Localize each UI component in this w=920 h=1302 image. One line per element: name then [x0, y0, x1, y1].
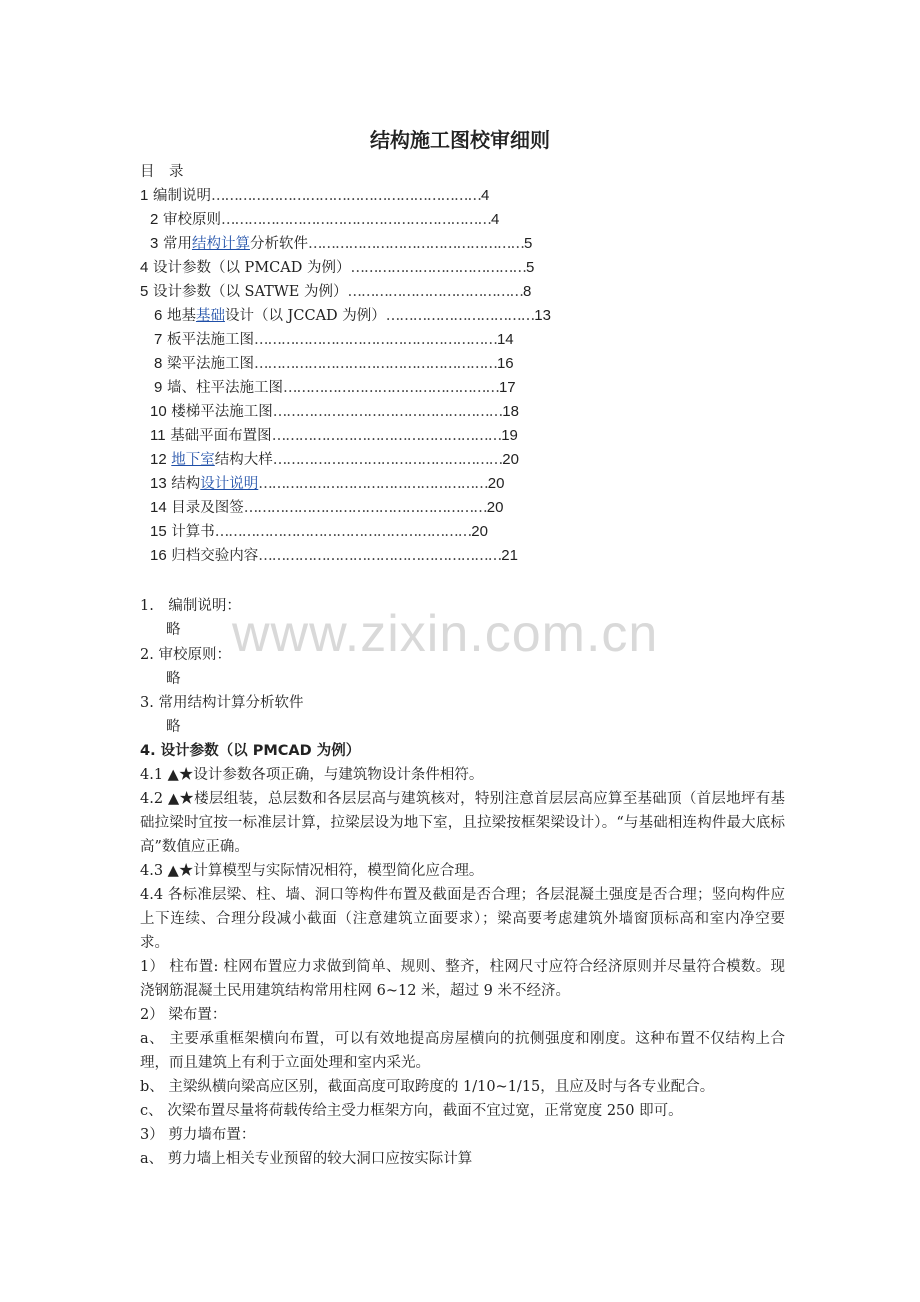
section-1-heading: 1. 编制说明： — [140, 598, 241, 614]
paragraph-4-2: 4.2 ▲★楼层组装，总层数和各层层高与建筑核对，特别注意首层层高应算至基础顶（首层地坪有基础拉梁时宜按一标准层计算，拉梁层设为地下室，且拉梁按框架梁设计）。“与基础相连构件最大底标高”数值应正确。 — [140, 791, 785, 855]
paragraph-beam-c: c、 次梁布置尽量将荷载传给主受力框架方向，截面不宜过宽，正常宽度 250 即可。 — [140, 1103, 683, 1119]
toc-item-page: 17 — [498, 379, 516, 396]
paragraph-beam-a: a、 主要承重框架横向布置，可以有效地提高房屋横向的抗侧强度和刚度。这种布置不仅结构上合理，而且建筑上有利于立面处理和室内采光。 — [140, 1031, 786, 1071]
toc-item-page: 16 — [496, 355, 514, 372]
paragraph-4-4: 4.4 各标准层梁、柱、墙、洞口等构件布置及截面是否合理；各层混凝土强度是否合理；竖向构件应上下连续、合理分段减小截面（注意建筑立面要求）；梁高要考虑建筑外墙窗顶标高和室内净空要求。 — [140, 887, 785, 951]
toc-item-leader: ………………………………………… — [307, 236, 524, 252]
toc-item-leader: ……………………………………………… — [258, 548, 502, 564]
paragraph-beam-b: b、 主梁纵横向梁高应区别，截面高度可取跨度的 1/10~1/15，且应及时与各专业配合。 — [140, 1079, 715, 1095]
toc-item[interactable] — [150, 498, 503, 518]
toc-item-leader: ………………………………………… — [282, 380, 499, 396]
toc-item-number: 4 — [140, 259, 149, 276]
toc-item-number: 15 — [150, 523, 167, 540]
toc-item-page: 19 — [501, 427, 518, 444]
toc-item[interactable] — [140, 258, 534, 278]
paragraph-shearwall-a: a、 剪力墙上相关专业预留的较大洞口应按实际计算 — [140, 1151, 473, 1167]
toc-item-number: 8 — [154, 355, 163, 372]
toc-item-leader: …………………………………………………… — [220, 212, 491, 228]
toc-item-number: 6 — [154, 307, 163, 324]
section-3-body: 略 — [166, 719, 181, 735]
toc-item-page: 8 — [522, 283, 532, 300]
toc-item[interactable] — [150, 522, 488, 542]
toc-item-link[interactable]: 设计说明 — [200, 476, 259, 492]
toc-item-page: 20 — [502, 451, 519, 468]
toc-item[interactable] — [150, 234, 532, 254]
toc-item-number: 1 — [140, 187, 149, 204]
toc-item-label: 楼梯平法施工图 — [171, 404, 273, 420]
paragraph-shearwall-heading: 3） 剪力墙布置： — [140, 1127, 256, 1143]
toc-item[interactable] — [150, 450, 519, 470]
toc-item[interactable] — [154, 354, 514, 374]
toc-item-page: 20 — [487, 475, 505, 492]
toc-item-link[interactable]: 基础 — [195, 308, 225, 324]
toc-item-leader: ……………………………………………… — [253, 332, 497, 348]
toc-item-leader: …………………………………………………… — [210, 188, 481, 204]
toc-item-label: 常用 — [162, 236, 192, 252]
toc-item-label: 设计参数（以 PMCAD 为例） — [152, 260, 351, 276]
toc-item[interactable] — [150, 546, 518, 566]
toc-item[interactable] — [154, 378, 516, 398]
toc-item-label: 设计参数（以 SATWE 为例） — [152, 284, 348, 300]
toc-item-number: 9 — [154, 379, 163, 396]
toc-item-page: 20 — [486, 499, 504, 516]
toc-item[interactable] — [154, 330, 514, 350]
toc-item-label-suffix: 结构大样 — [214, 452, 273, 468]
section-4-heading: 4. 设计参数（以 PMCAD 为例） — [140, 743, 361, 759]
toc-item-leader: …………………………………………… — [272, 452, 503, 468]
toc-item-number: 10 — [150, 403, 167, 420]
toc-item-leader: ……………………………………………… — [243, 500, 487, 516]
toc-heading: 目 录 — [140, 164, 184, 180]
toc-item[interactable] — [150, 402, 519, 422]
paragraph-4-3: 4.3 ▲★计算模型与实际情况相符，模型简化应合理。 — [140, 863, 484, 879]
toc-item-label: 计算书 — [171, 524, 215, 540]
section-2-body: 略 — [166, 671, 181, 687]
toc-item[interactable] — [154, 306, 551, 326]
toc-item-label: 结构 — [171, 476, 201, 492]
toc-item-page: 5 — [525, 259, 535, 276]
toc-item[interactable] — [150, 210, 499, 230]
toc-item-page: 18 — [502, 403, 519, 420]
watermark: www.zixin.com.cn — [232, 605, 659, 663]
toc-item-leader: …………………………… — [385, 308, 535, 324]
section-3-heading: 3. 常用结构计算分析软件 — [140, 695, 304, 711]
toc-item-label: 审校原则 — [162, 212, 221, 228]
section-2-heading: 2. 审校原则： — [140, 647, 231, 663]
toc-item-label: 目录及图签 — [171, 500, 244, 516]
toc-item-label-suffix: 分析软件 — [249, 236, 308, 252]
toc-item-number: 11 — [150, 427, 166, 444]
paragraph-4-1: 4.1 ▲★设计参数各项正确，与建筑物设计条件相符。 — [140, 767, 484, 783]
toc-item-label: 归档交验内容 — [171, 548, 259, 564]
toc-item[interactable] — [140, 282, 531, 302]
paragraph-beam-heading: 2） 梁布置： — [140, 1007, 227, 1023]
toc-item-number: 7 — [154, 331, 163, 348]
toc-item-page: 20 — [471, 523, 488, 540]
toc-item-number: 3 — [150, 235, 159, 252]
toc-item-number: 2 — [150, 211, 159, 228]
toc-item-leader: ………………………………… — [347, 284, 523, 300]
paragraph-column-layout: 1） 柱布置: 柱网布置应力求做到简单、规则、整齐，柱网尺寸应符合经济原则并尽量符合模数。现浇钢筋混凝土民用建筑结构常用柱网 6~12 米，超过 9 米不经济。 — [140, 959, 785, 999]
toc-item-label-suffix: 设计（以 JCCAD 为例） — [224, 308, 386, 324]
toc-item-leader: …………………………………………… — [271, 428, 502, 444]
toc-item-page: 5 — [523, 235, 533, 252]
toc-item-leader: ……………………………………………… — [253, 356, 497, 372]
toc-item-page: 4 — [480, 187, 490, 204]
toc-item[interactable] — [150, 474, 504, 494]
toc-item-label: 地基 — [166, 308, 196, 324]
toc-item-number: 14 — [150, 499, 167, 516]
toc-item-number: 16 — [150, 547, 167, 564]
toc-item[interactable] — [150, 426, 518, 446]
toc-item-page: 14 — [496, 331, 514, 348]
toc-item-leader: ………………………………… — [350, 260, 526, 276]
document-title: 结构施工图校审细则 — [370, 128, 550, 152]
toc-item-number: 12 — [150, 451, 167, 468]
toc-item-leader: …………………………………………… — [258, 476, 488, 492]
toc-item-link[interactable]: 结构计算 — [191, 236, 250, 252]
toc-item-link[interactable]: 地下室 — [171, 452, 215, 468]
toc-item-label: 基础平面布置图 — [170, 428, 272, 444]
toc-item-leader: ………………………………………………… — [214, 524, 472, 540]
toc-item-number: 13 — [150, 475, 167, 492]
toc-item-label: 墙、柱平法施工图 — [166, 380, 283, 396]
toc-item-number: 5 — [140, 283, 149, 300]
toc-item-page: 4 — [490, 211, 500, 228]
toc-item-page: 13 — [534, 307, 551, 324]
toc-item[interactable] — [140, 186, 489, 206]
toc-item-label: 板平法施工图 — [166, 332, 254, 348]
toc-item-page: 21 — [501, 547, 518, 564]
section-1-body: 略 — [166, 622, 181, 638]
toc-item-leader: …………………………………………… — [272, 404, 503, 420]
toc-item-label: 梁平法施工图 — [166, 356, 254, 372]
toc-item-label: 编制说明 — [152, 188, 211, 204]
